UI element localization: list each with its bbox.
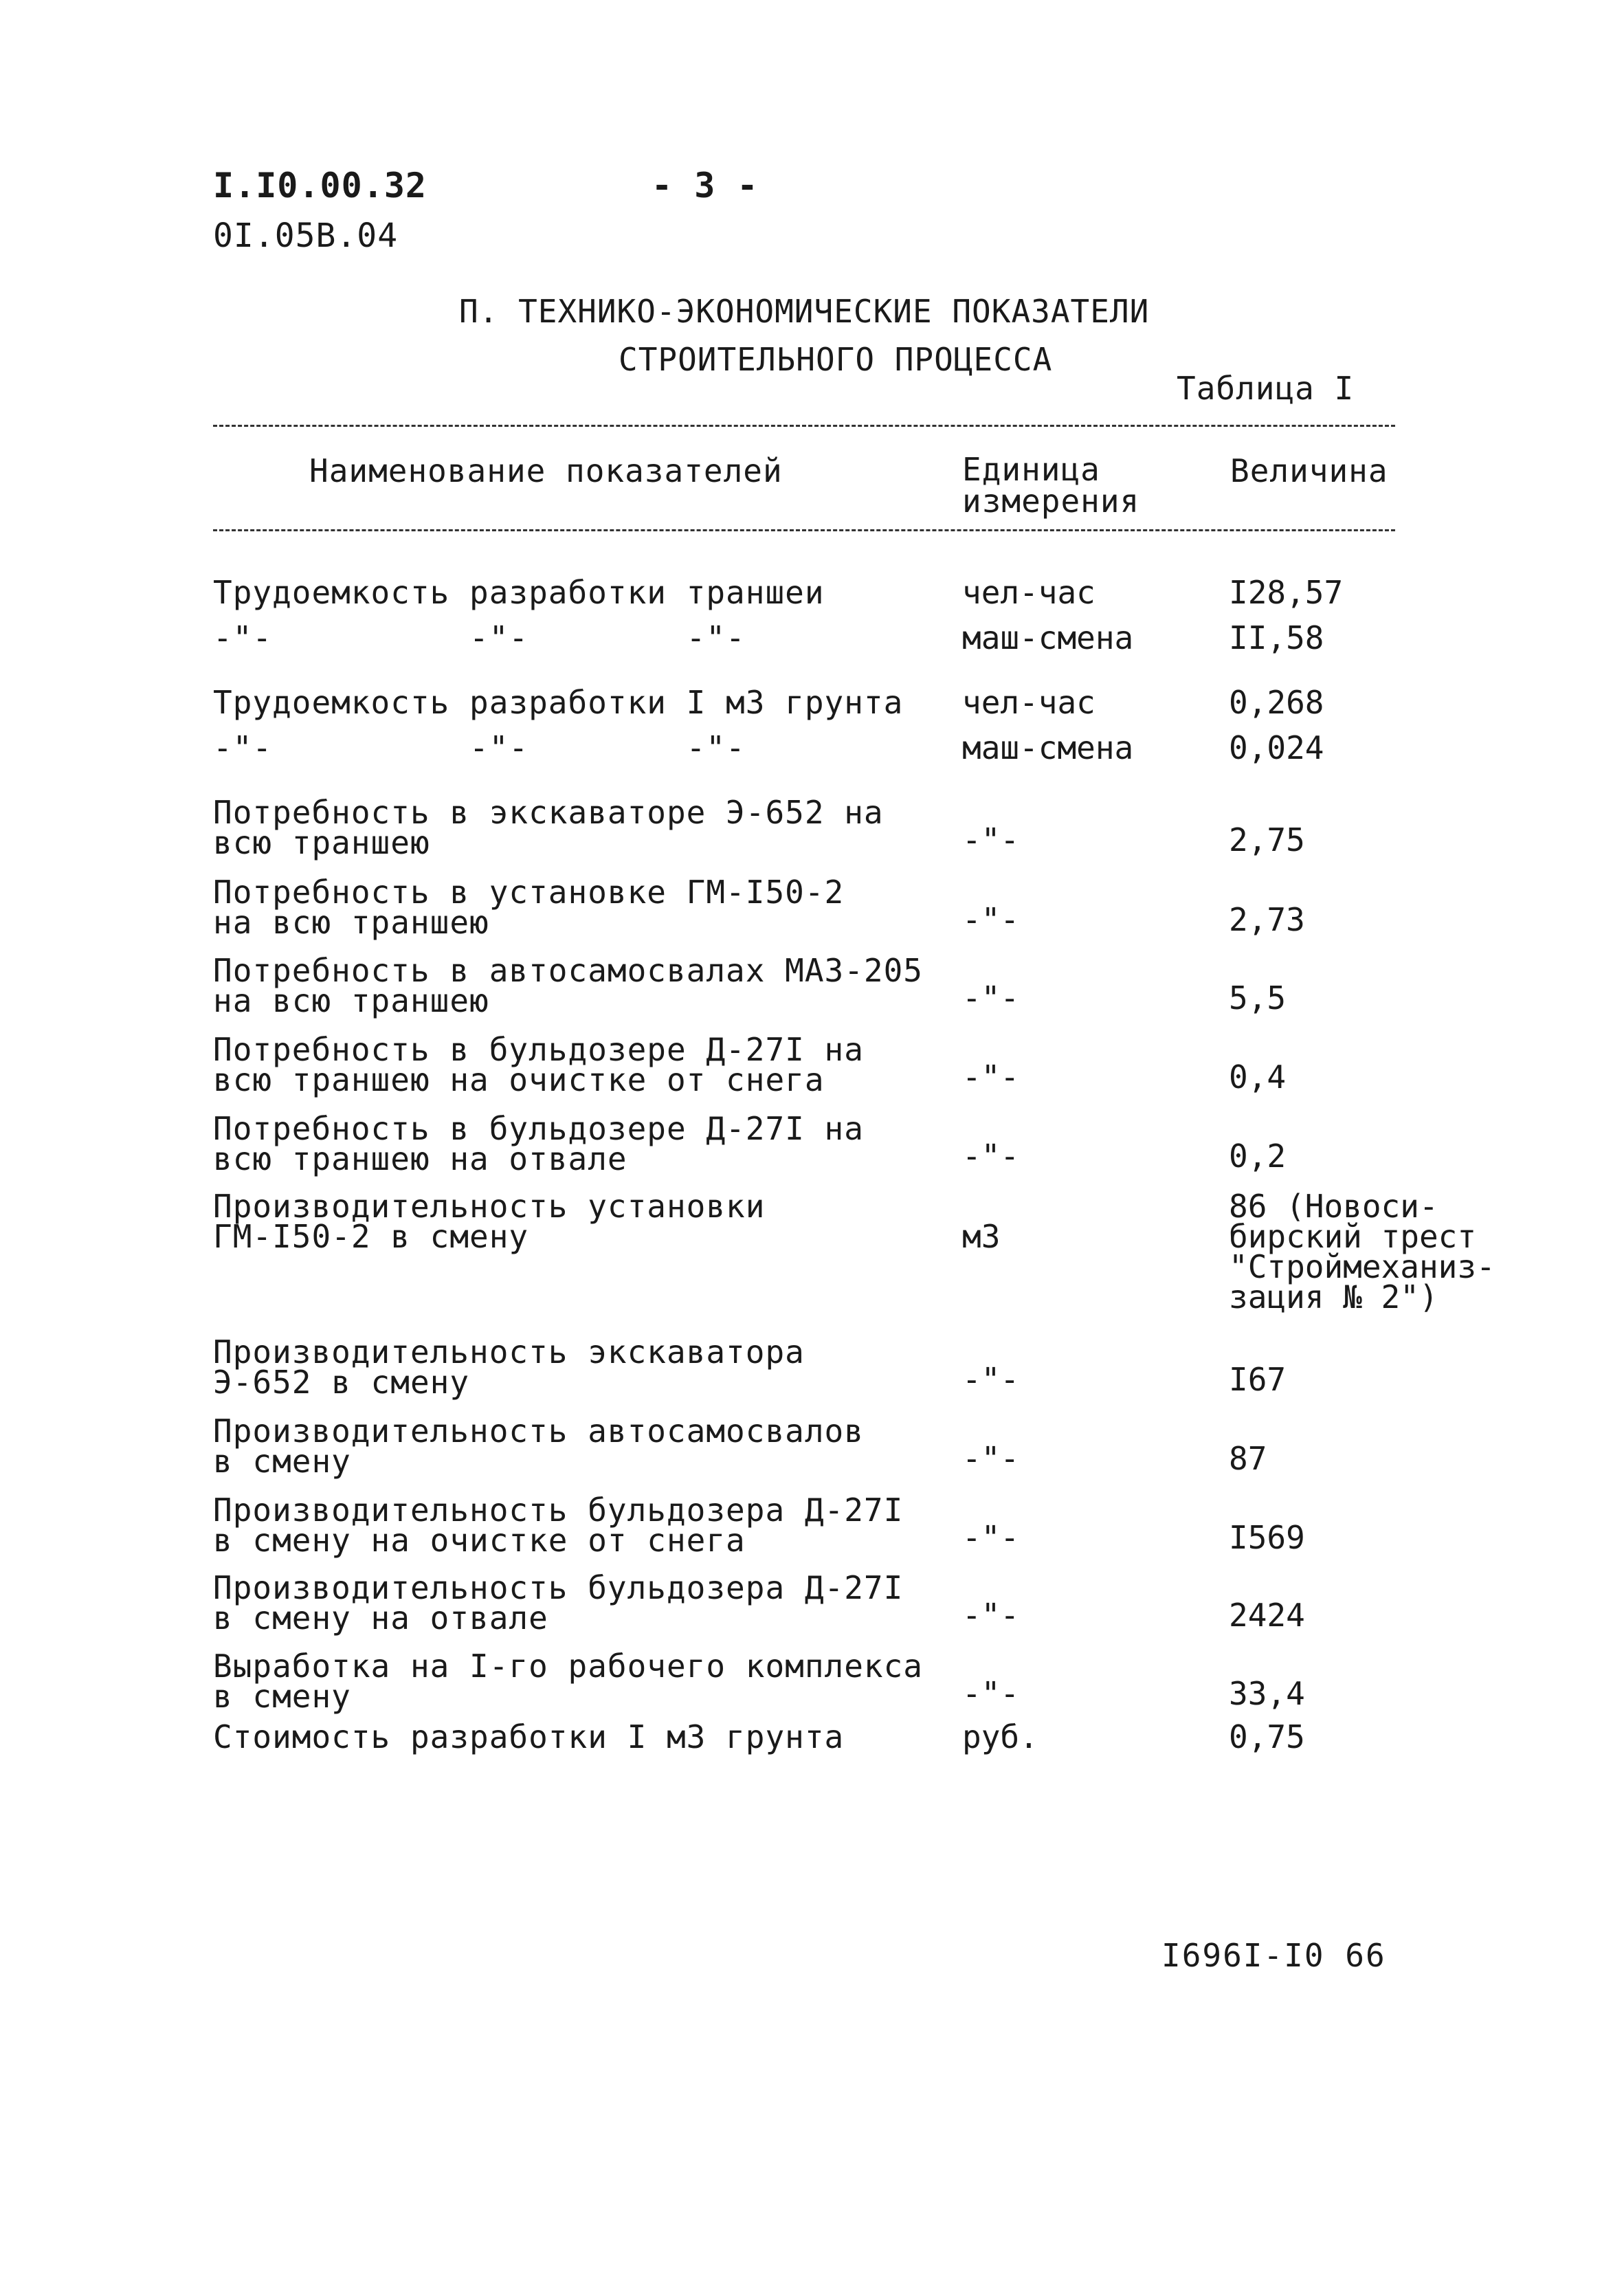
table-header-rule [213,529,1395,531]
indicator-value: I28,57 [1229,574,1344,611]
indicator-unit: -"- [962,1440,1020,1477]
indicator-name: Потребность в бульдозере Д-27I на всю траншею на очистке от снега [213,1031,864,1098]
indicator-name: Трудоемкость разработки траншеи [213,574,825,611]
indicator-value: 2,75 [1229,821,1305,858]
table-label: Таблица I [1177,370,1355,407]
indicator-unit: -"- [962,1138,1020,1175]
indicator-value: I569 [1229,1519,1305,1556]
indicator-value: 2,73 [1229,901,1305,938]
indicator-unit: -"- [962,1675,1020,1712]
indicator-value: 33,4 [1229,1675,1305,1712]
indicator-name: Трудоемкость разработки I м3 грунта [213,684,904,721]
indicator-unit: -"- [962,1361,1020,1398]
indicator-value: 0,2 [1229,1138,1287,1175]
indicator-unit: маш-смена [962,729,1134,766]
indicator-name: Выработка на I-го рабочего комплекса в смену [213,1648,923,1715]
column-header-value: Величина [1230,452,1388,489]
indicator-unit: чел-час [962,574,1095,611]
indicator-value: 0,75 [1229,1718,1305,1755]
indicator-value: 87 [1229,1440,1267,1477]
section-title-line2: СТРОИТЕЛЬНОГО ПРОЦЕССА [619,341,1053,378]
indicator-name: Потребность в бульдозере Д-27I на всю траншею на отвале [213,1110,864,1177]
indicator-unit: чел-час [962,684,1095,721]
indicator-value: 5,5 [1229,979,1287,1017]
document-code-line1: I.I0.00.32 [213,166,427,206]
indicator-name: Производительность бульдозера Д-27I в смену на отвале [213,1569,904,1637]
indicator-unit: маш-смена [962,619,1134,656]
indicator-value: II,58 [1229,619,1324,656]
indicator-unit: -"- [962,821,1020,858]
indicator-value: I67 [1229,1361,1287,1398]
page-number: - 3 - [652,166,759,206]
indicator-name: Производительность автосамосвалов в смену [213,1412,864,1480]
indicator-name: -"- -"- -"- [213,729,746,766]
document-code-line2: 0I.05В.04 [213,217,399,255]
indicator-name: Потребность в автосамосвалах МАЗ-205 на всю траншею [213,952,923,1019]
indicator-value: 0,268 [1229,684,1324,721]
footer-stamp: I696I-I0 66 [1161,1937,1386,1974]
indicator-value: 0,024 [1229,729,1324,766]
indicator-unit: руб. [962,1718,1038,1755]
table-top-rule [213,425,1395,427]
indicator-value: 0,4 [1229,1058,1287,1096]
indicator-name: Производительность экскаватора Э-652 в смену [213,1333,805,1401]
indicator-unit: м3 [962,1218,1001,1255]
indicator-name: Производительность установки ГМ-I50-2 в смену [213,1188,766,1255]
indicator-value: 86 (Новоси- бирский трест "Строймеханиз- зация № 2") [1229,1188,1495,1316]
column-header-unit: Единица измерения [962,451,1140,520]
indicator-name: -"- -"- -"- [213,619,746,656]
indicator-unit: -"- [962,1058,1020,1096]
section-title-line1: П. ТЕХНИКО-ЭКОНОМИЧЕСКИЕ ПОКАЗАТЕЛИ [459,293,1150,330]
indicator-name: Потребность в установке ГМ-I50-2 на всю траншею [213,874,845,941]
indicator-unit: -"- [962,1597,1020,1634]
indicator-unit: -"- [962,1519,1020,1556]
indicator-unit: -"- [962,901,1020,938]
indicator-value: 2424 [1229,1597,1305,1634]
column-header-name: Наименование показателей [309,452,783,489]
indicator-name: Потребность в экскаваторе Э-652 на всю траншею [213,794,884,861]
indicator-unit: -"- [962,979,1020,1017]
indicator-name: Стоимость разработки I м3 грунта [213,1718,845,1755]
indicator-name: Производительность бульдозера Д-27I в смену на очистке от снега [213,1492,904,1559]
